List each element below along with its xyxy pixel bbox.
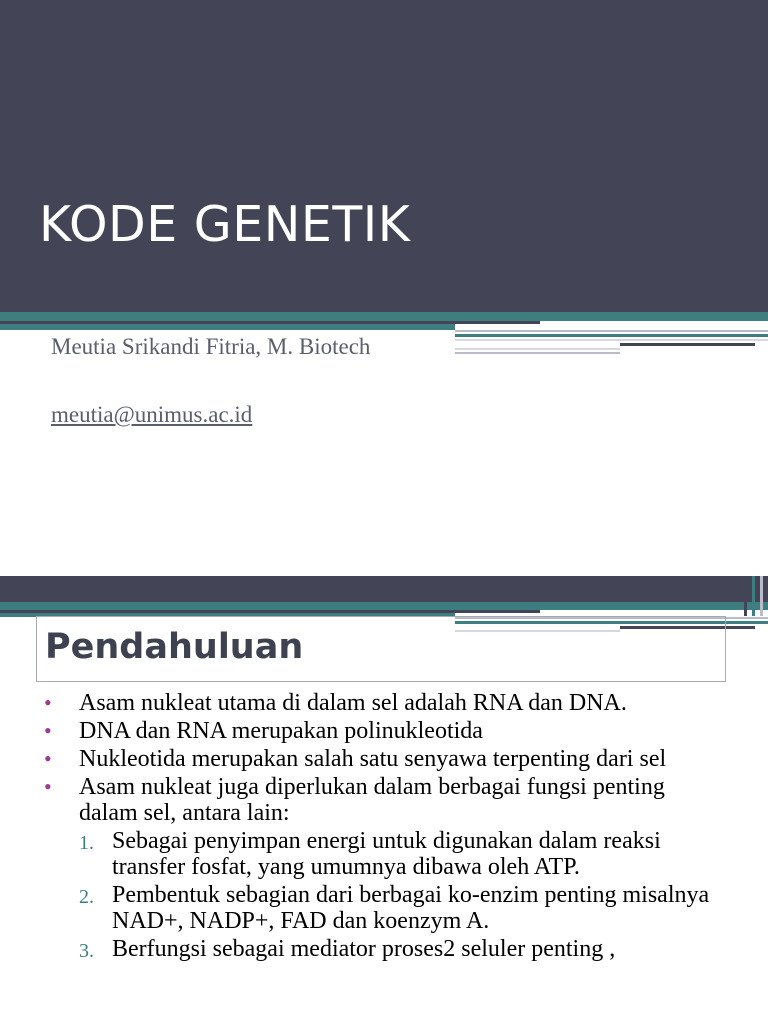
numbered-item	[0, 828, 722, 880]
decorative-stripe	[620, 343, 755, 346]
content-slide	[0, 576, 768, 1024]
author-email-link[interactable]: meutia@unimus.ac.id	[51, 402, 253, 427]
bullet-item	[0, 774, 719, 826]
header-band	[0, 576, 768, 602]
bullet-marker: •	[44, 746, 52, 771]
bullet-marker: •	[44, 718, 52, 743]
title-band	[0, 0, 768, 312]
decorative-stripe	[455, 330, 768, 332]
decorative-stripe	[0, 312, 768, 321]
decorative-stripe	[744, 576, 747, 616]
section-title: Pendahuluan	[45, 627, 304, 667]
decorative-stripe	[455, 339, 768, 341]
decorative-stripe	[0, 602, 768, 610]
numbered-item	[0, 936, 722, 962]
bullet-text: DNA dan RNA merupakan polinukleotida	[79, 718, 483, 744]
decorative-stripe	[455, 352, 620, 354]
decorative-stripe	[760, 576, 763, 616]
bullet-item	[0, 746, 719, 772]
author-name: Meutia Srikandi Fitria, M. Biotech	[51, 334, 371, 359]
slide-title: KODE GENETIK	[39, 196, 411, 253]
numbered-text: Sebagai penyimpan energi untuk digunakan dalam reaksi transfer fosfat, yang umumnya dibawa oleh ATP.	[112, 828, 661, 880]
bullet-marker: •	[44, 774, 52, 799]
bullet-item	[0, 718, 719, 744]
numbered-text: Berfungsi sebagai mediator proses2 seluler penting ,	[112, 936, 616, 962]
bullet-text: Nukleotida merupakan salah satu senyawa terpenting dari sel	[79, 746, 667, 772]
slide-body	[0, 690, 768, 964]
bullet-text: Asam nukleat juga diperlukan dalam berbagai fungsi penting dalam sel, antara lain:	[79, 774, 665, 826]
item-number: 3.	[79, 940, 94, 962]
numbered-text: Pembentuk sebagian dari berbagai ko-enzim penting misalnya NAD+, NADP+, FAD dan koenzym A.	[112, 882, 710, 934]
bullet-text: Asam nukleat utama di dalam sel adalah RNA dan DNA.	[79, 690, 627, 716]
bullet-marker: •	[44, 690, 52, 715]
item-number: 1.	[79, 832, 94, 854]
section-title-box	[36, 616, 726, 682]
decorative-stripe	[455, 348, 620, 350]
numbered-item	[0, 882, 722, 934]
decorative-stripe	[455, 334, 768, 337]
bullet-item	[0, 690, 719, 716]
decorative-stripe	[752, 576, 755, 616]
decorative-stripe	[0, 324, 455, 330]
item-number: 2.	[79, 886, 94, 908]
